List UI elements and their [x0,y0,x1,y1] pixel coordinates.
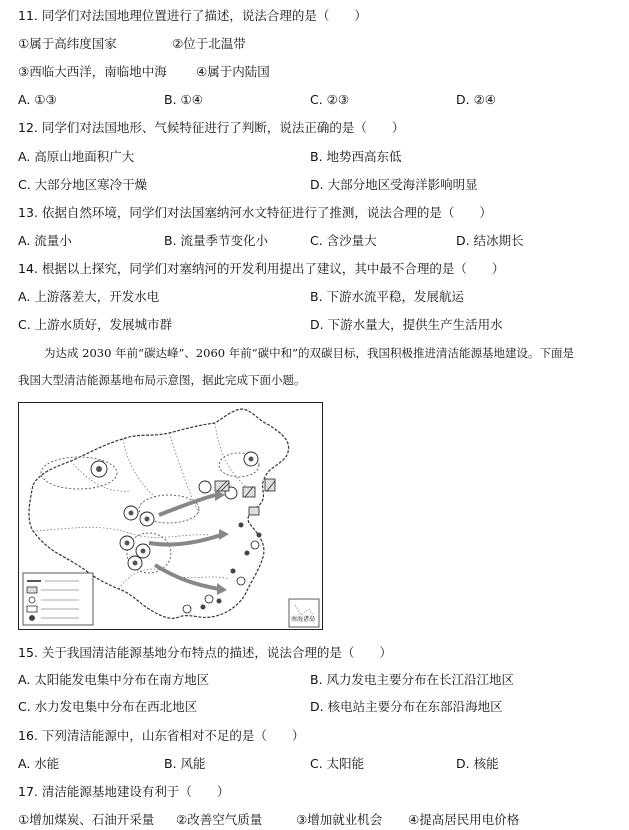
q17-statement-4: ④提高居民用电价格 [408,812,520,827]
q13-option-d: D. 结冰期长 [456,233,524,248]
q13-option-a: A. 流量小 [18,233,72,248]
q11-statement-3: ③西临大西洋，南临地中海 [18,64,167,79]
q11-statement-2: ②位于北温带 [172,36,246,51]
q15-option-d: D. 核电站主要分布在东部沿海地区 [310,699,503,714]
q15-option-a: A. 太阳能发电集中分布在南方地区 [18,672,210,687]
q16-option-c: C. 太阳能 [310,756,365,771]
q12-stem: 12. 同学们对法国地形、气候特征进行了判断，说法正确的是（ ） [18,120,405,135]
q12-option-d: D. 大部分地区受海洋影响明显 [310,177,478,192]
intro-line-2: 我国大型清洁能源基地布局示意图，据此完成下面小题。 [18,373,306,387]
q11-statement-4: ④属于内陆国 [196,64,270,79]
q16-option-d: D. 核能 [456,756,499,771]
q13-option-c: C. 含沙量大 [310,233,377,248]
q12-option-a: A. 高原山地面积广大 [18,149,135,164]
q11-option-c: C. ②③ [310,92,350,107]
q12-option-c: C. 大部分地区寒冷干燥 [18,177,148,192]
q17-statement-3: ③增加就业机会 [296,812,383,827]
q14-option-a: A. 上游落差大，开发水电 [18,289,160,304]
q13-stem: 13. 依据自然环境，同学们对法国塞纳河水文特征进行了推测，说法合理的是（ ） [18,205,492,220]
q15-option-c: C. 水力发电集中分布在西北地区 [18,699,198,714]
transmission-arrow-middle [149,535,221,545]
q17-stem: 17. 清洁能源基地建设有利于（ ） [18,784,230,799]
china-map-graphic [19,403,322,629]
clean-energy-base-map [18,402,323,630]
q14-option-c: C. 上游水质好，发展城市群 [18,317,173,332]
q11-stem: 11. 同学们对法国地理位置进行了描述，说法合理的是（ ） [18,8,367,23]
q11-option-d: D. ②④ [456,92,496,107]
q16-option-a: A. 水能 [18,756,60,771]
south-china-sea-label: 南海诸岛 [291,616,316,623]
q13-option-b: B. 流量季节变化小 [164,233,269,248]
q17-statement-2: ②改善空气质量 [176,812,263,827]
q15-option-b: B. 风力发电主要分布在长江沿江地区 [310,672,515,687]
intro-line-1: 为达成 2030 年前“碳达峰”、2060 年前“碳中和”的双碳目标，我国积极推进清洁能源基地建设。下面是 [44,346,575,360]
map-legend [23,573,93,625]
q14-stem: 14. 根据以上探究，同学们对塞纳河的开发利用提出了建议，其中最不合理的是（ ） [18,261,505,276]
q11-statement-1: ①属于高纬度国家 [18,36,117,51]
q11-option-b: B. ①④ [164,92,203,107]
q16-option-b: B. 风能 [164,756,206,771]
q14-option-b: B. 下游水流平稳，发展航运 [310,289,465,304]
q12-option-b: B. 地势西高东低 [310,149,402,164]
q16-stem: 16. 下列清洁能源中，山东省相对不足的是（ ） [18,728,305,743]
q17-statement-1: ①增加煤炭、石油开采量 [18,812,155,827]
q15-stem: 15. 关于我国清洁能源基地分布特点的描述，说法合理的是（ ） [18,645,392,660]
q14-option-d: D. 下游水量大，提供生产生活用水 [310,317,503,332]
q11-option-a: A. ①③ [18,92,57,107]
